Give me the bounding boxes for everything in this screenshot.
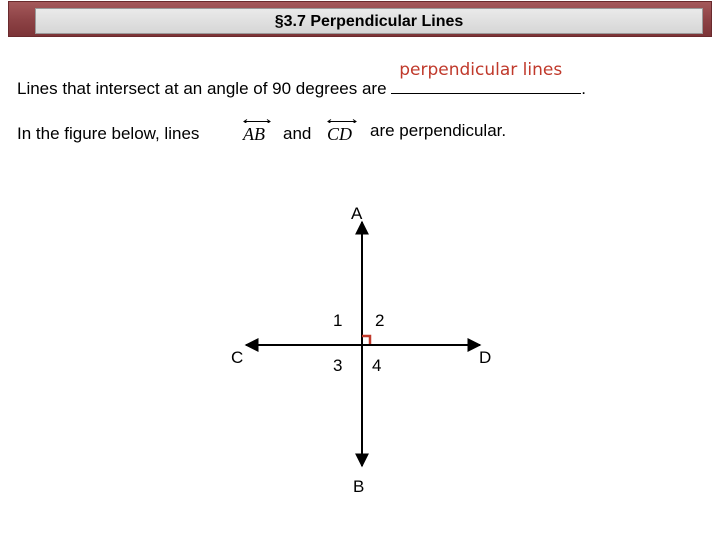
point-label-a: A: [351, 204, 363, 223]
line-cd-label: CD: [327, 124, 353, 144]
figure-statement-intro: In the figure below, lines: [17, 124, 200, 143]
definition-text: Lines that intersect at an angle of 90 degrees are: [17, 79, 392, 98]
angle-label-3: 3: [333, 356, 343, 375]
point-label-b: B: [353, 477, 365, 496]
angle-label-1: 1: [333, 311, 343, 330]
angle-label-2: 2: [375, 311, 385, 330]
right-angle-marker: [362, 336, 370, 344]
definition-period: .: [581, 79, 586, 98]
slide-title: §3.7 Perpendicular Lines: [35, 8, 703, 34]
figure-statement-end: are perpendicular.: [370, 121, 507, 140]
blank-answer: perpendicular lines: [399, 60, 563, 80]
and-connector: and: [283, 124, 312, 143]
point-label-d: D: [479, 348, 492, 367]
line-ab-label: AB: [243, 124, 265, 144]
point-label-c: C: [231, 348, 244, 367]
angle-label-4: 4: [372, 356, 382, 375]
